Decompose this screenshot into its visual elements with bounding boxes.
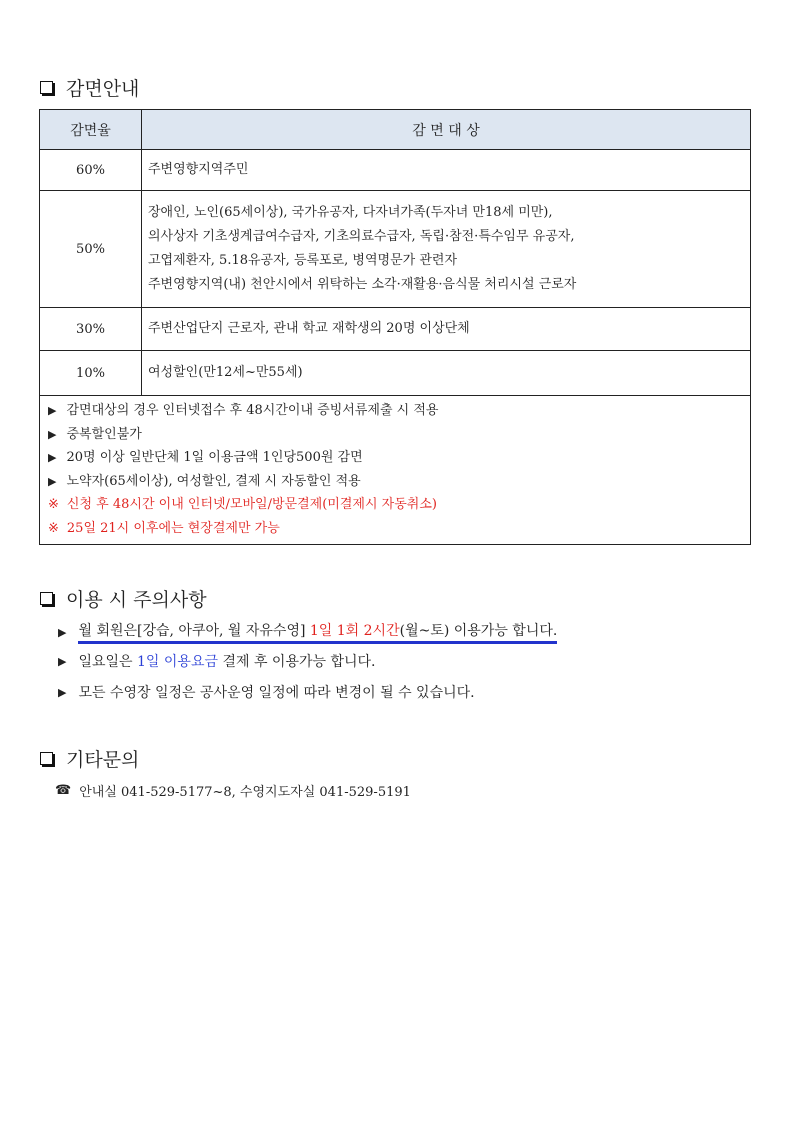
header-rate: 감면율	[40, 110, 142, 150]
triangle-right-icon: ▶	[48, 404, 57, 417]
table-row	[40, 351, 751, 396]
contact-text: 안내실 041-529-5177~8, 수영지도자실 041-529-5191	[79, 785, 411, 800]
triangle-right-icon: ▶	[58, 625, 67, 639]
section-title-text: 감면안내	[66, 78, 140, 100]
note-text: 20명 이상 일반단체 1일 이용금액 1인당500원 감면	[66, 450, 363, 465]
section-contact-title	[40, 745, 139, 772]
contact-line	[55, 781, 411, 800]
section-discount-title	[40, 74, 139, 101]
target-line: 장애인, 노인(65세이상), 국가유공자, 다자녀가족(두자녀 만18세 미만),	[148, 205, 553, 220]
note-item	[48, 446, 742, 470]
target-cell	[142, 191, 751, 308]
note-item-warning	[48, 493, 742, 517]
note-text: 감면대상의 경우 인터넷접수 후 48시간이내 증빙서류제출 시 적용	[66, 403, 439, 418]
caution-item	[58, 620, 557, 644]
section-caution-title	[40, 585, 207, 612]
rate-cell: 30%	[40, 308, 142, 351]
triangle-right-icon: ▶	[58, 685, 67, 699]
target-cell	[142, 308, 751, 351]
table-row	[40, 191, 751, 308]
caution-item	[58, 682, 475, 702]
rate-cell: 50%	[40, 191, 142, 308]
triangle-right-icon: ▶	[48, 427, 57, 441]
caution-highlight: 1일 1회 2시간	[309, 623, 400, 639]
target-line: 주변산업단지 근로자, 관내 학교 재학생의 20명 이상단체	[148, 321, 470, 336]
rate-cell: 10%	[40, 351, 142, 396]
header-target: 감 면 대 상	[142, 110, 751, 150]
notes-cell	[40, 396, 751, 545]
notes-row	[40, 396, 751, 545]
note-item	[48, 399, 742, 423]
note-text: 중복할인불가	[66, 426, 142, 442]
caution-text-part: 월 회원은[강습, 아쿠아, 월 자유수영]	[78, 623, 310, 639]
section-title-text: 기타문의	[66, 749, 140, 771]
triangle-right-icon: ▶	[48, 451, 57, 464]
caution-text-part: (월~토) 이용가능 합니다.	[399, 623, 558, 639]
caution-text	[78, 620, 557, 644]
triangle-right-icon: ▶	[48, 474, 57, 488]
target-cell	[142, 351, 751, 396]
discount-table	[39, 109, 751, 545]
reference-mark-icon: ※	[48, 497, 59, 512]
target-line: 여성할인(만12세~만55세)	[148, 365, 303, 380]
target-line: 주변영향지역(내) 천안시에서 위탁하는 소각·재활용·음식물 처리시설 근로자	[148, 277, 577, 292]
table-row	[40, 150, 751, 191]
caution-item	[58, 651, 376, 671]
caution-text: 모든 수영장 일정은 공사운영 일정에 따라 변경이 될 수 있습니다.	[78, 685, 475, 701]
rate-cell: 60%	[40, 150, 142, 191]
note-item	[48, 470, 742, 494]
target-cell	[142, 150, 751, 191]
note-item	[48, 423, 742, 447]
note-item-warning	[48, 517, 742, 541]
note-text: 25일 21시 이후에는 현장결제만 가능	[66, 520, 280, 536]
target-line: 의사상자 기초생계급여수급자, 기초의료수급자, 독립·참전·특수임무 유공자,	[148, 229, 575, 244]
caution-text-part: 결제 후 이용가능 합니다.	[218, 654, 376, 670]
note-text: 노약자(65세이상), 여성할인, 결제 시 자동할인 적용	[66, 473, 361, 489]
target-line: 고엽제환자, 5.18유공자, 등록포로, 병역명문가 관련자	[148, 253, 458, 268]
telephone-icon: ☎	[55, 783, 72, 798]
note-text: 신청 후 48시간 이내 인터넷/모바일/방문결제(미결제시 자동취소)	[66, 497, 437, 512]
target-line: 주변영향지역주민	[148, 162, 249, 177]
caution-highlight: 1일 이용요금	[137, 654, 218, 670]
checkbox-square-icon	[40, 81, 53, 94]
section-title-text: 이용 시 주의사항	[66, 589, 207, 611]
caution-text-part: 일요일은	[78, 654, 138, 670]
triangle-right-icon: ▶	[58, 654, 67, 668]
checkbox-square-icon	[40, 592, 53, 605]
checkbox-square-icon	[40, 752, 53, 765]
caution-text	[78, 651, 375, 671]
reference-mark-icon: ※	[48, 520, 59, 536]
table-row	[40, 308, 751, 351]
